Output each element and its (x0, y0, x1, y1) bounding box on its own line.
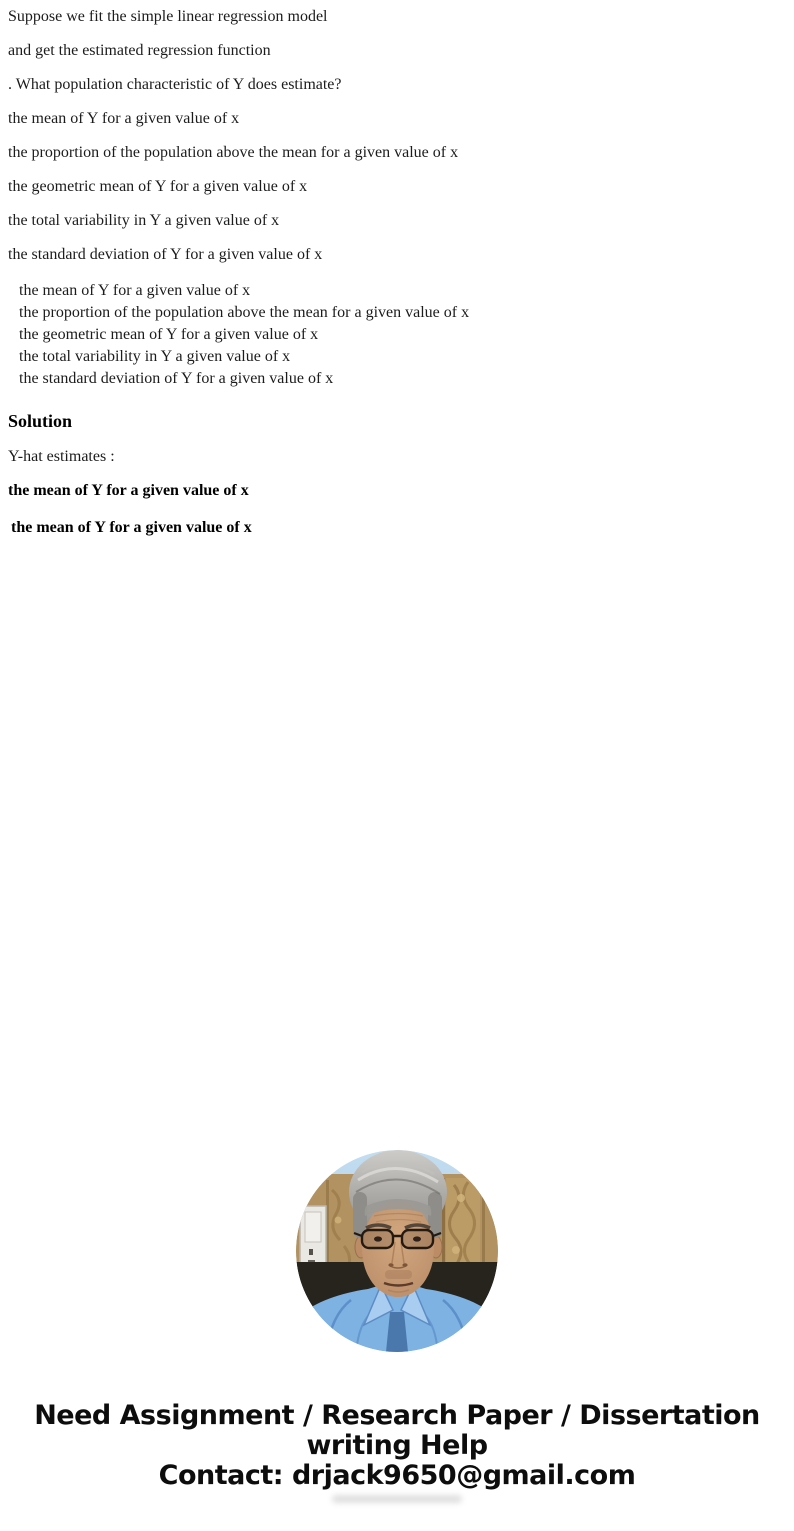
answer-option: the geometric mean of Y for a given value of x (8, 178, 308, 195)
question-intro-line: . What population characteristic of Y does estimate? (8, 76, 342, 93)
answer-option: the proportion of the population above the mean for a given value of x (8, 144, 459, 161)
solution-heading: Solution (8, 411, 73, 431)
answer-option: the total variability in Y a given value of x (19, 348, 291, 365)
answer-option: the mean of Y for a given value of x (19, 282, 251, 299)
answer-option-list (19, 280, 786, 390)
footer-line: writing Help (306, 1430, 488, 1461)
answer-option: the standard deviation of Y for a given value of x (19, 370, 334, 387)
answer-option: the standard deviation of Y for a given value of x (8, 246, 323, 263)
tutor-avatar-photo (296, 1150, 498, 1352)
avatar-illustration (296, 1150, 498, 1352)
solution-answer: the mean of Y for a given value of x (8, 482, 249, 499)
question-intro-line: Suppose we fit the simple linear regression model (8, 8, 328, 25)
question-intro-line: and get the estimated regression function (8, 42, 271, 59)
solution-answer-repeat: the mean of Y for a given value of x (11, 519, 252, 536)
answer-option: the geometric mean of Y for a given value of x (19, 326, 319, 343)
answer-option: the proportion of the population above the mean for a given value of x (19, 304, 470, 321)
answer-option: the total variability in Y a given value of x (8, 212, 280, 229)
answer-option: the mean of Y for a given value of x (8, 110, 240, 127)
footer-line: Need Assignment / Research Paper / Dissertation (34, 1400, 760, 1431)
footer-blur-artifact (332, 1495, 462, 1503)
footer-banner (8, 1401, 786, 1491)
solution-lead: Y-hat estimates : (8, 448, 115, 465)
document-body (0, 8, 794, 1503)
footer-contact-line: Contact: drjack9650@gmail.com (158, 1460, 636, 1491)
